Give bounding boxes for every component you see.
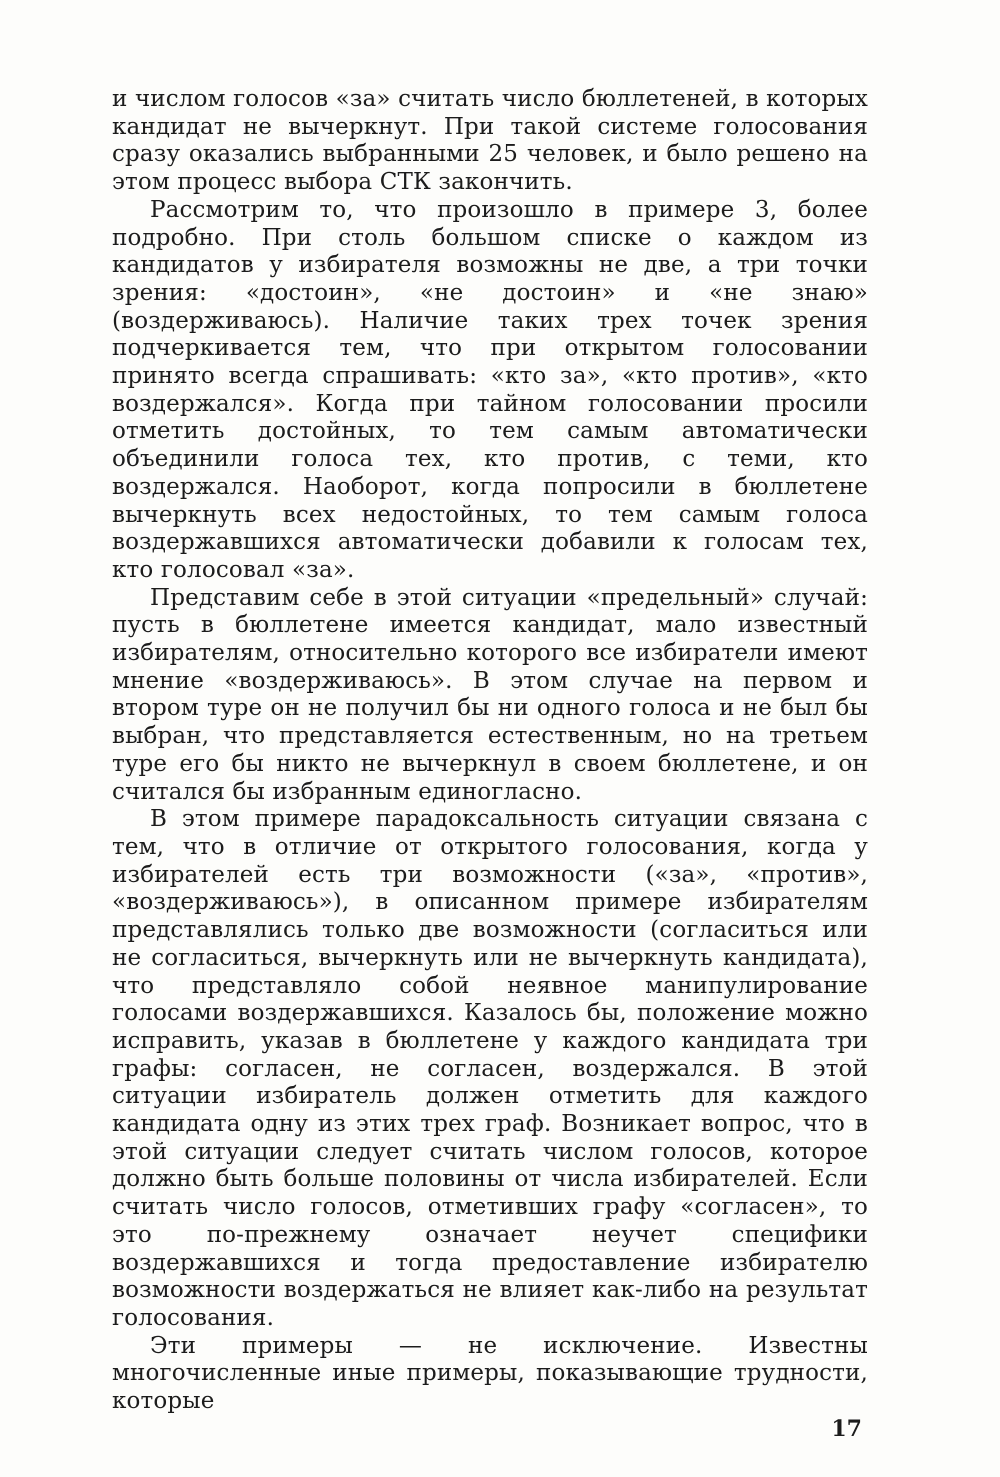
paragraph-continuation: и числом голосов «за» считать число бюллетеней, в которых кандидат не вычеркнут. При такой системе голосования сразу оказались выбранными 25 человек, и было решено на этом процесс выбора СТК закончить. (112, 86, 868, 196)
paragraph-limiting-case: Представим себе в этой ситуации «предельный» случай: пусть в бюллетене имеется кандидат, мало известный избирателям, относительно которого все избиратели имеют мнение «воздерживаюсь». В этом случае на первом и втором туре он не получил бы ни одного голоса и не был бы выбран, что представляется естественным, но на третьем туре его бы никто не вычеркнул в своем бюллетене, и он считался бы избранным единогласно. (112, 584, 868, 805)
paragraph-conclusion: Эти примеры — не исключение. Известны многочисленные иные примеры, показывающие трудности, которые (112, 1332, 868, 1415)
paragraph-example-analysis: Рассмотрим то, что произошло в примере 3, более подробно. При столь большом списке о каждом из кандидатов у избирателя возможны не две, а три точки зрения: «достоин», «не достоин» и «не знаю» (воздерживаюсь). Наличие таких трех точек зрения подчеркивается тем, что при открытом голосовании принято всегда спрашивать: «кто за», «кто против», «кто воздержался». Когда при тайном голосовании просили отметить достойных, то тем самым автоматически объединили голоса тех, кто против, с теми, кто воздержался. Наоборот, когда попросили в бюллетене вычеркнуть всех недостойных, то тем самым голоса воздержавшихся автоматически добавили к голосам тех, кто голосовал «за». (112, 196, 868, 583)
body-text (112, 86, 868, 1416)
page-number: 17 (831, 1416, 862, 1442)
paragraph-paradox: В этом примере парадоксальность ситуации связана с тем, что в отличие от открытого голосования, когда у избирателей есть три возможности («за», «против», «воздерживаюсь»), в описанном примере избирателям представлялись только две возможности (согласиться или не согласиться, вычеркнуть или не вычеркнуть кандидата), что представляло собой неявное манипулирование голосами воздержавшихся. Казалось бы, положение можно исправить, указав в бюллетене у каждого кандидата три графы: согласен, не согласен, воздержался. В этой ситуации избиратель должен отметить для каждого кандидата одну из этих трех граф. Возникает вопрос, что в этой ситуации следует считать числом голосов, которое должно быть больше половины от числа избирателей. Если считать число голосов, отметивших графу «согласен», то это по-прежнему означает неучет специфики воздержавшихся и тогда предоставление избирателю возможности воздержаться не влияет как-либо на результат голосования. (112, 806, 868, 1331)
